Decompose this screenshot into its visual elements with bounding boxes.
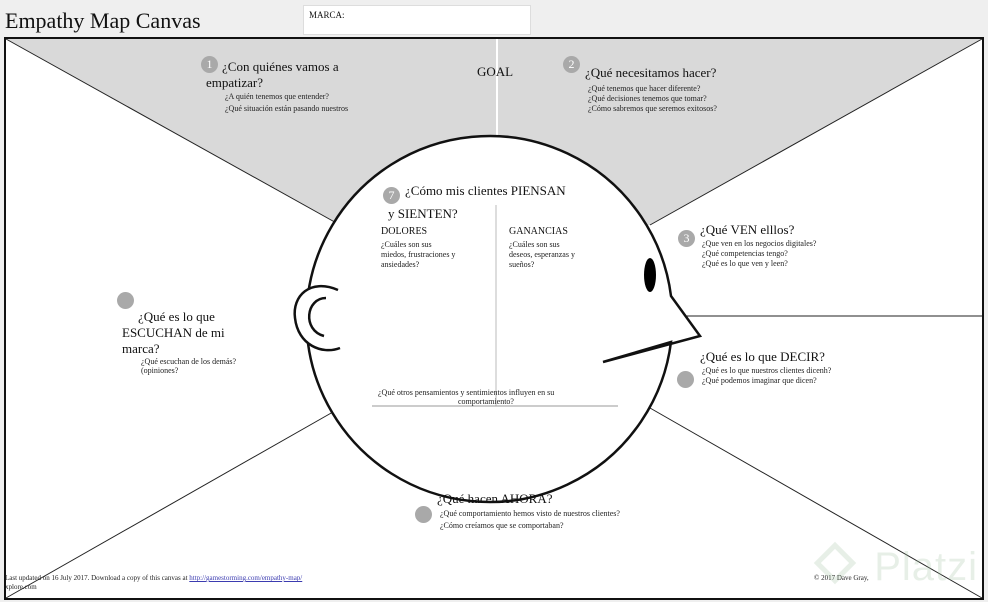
do-now-question: ¿Qué hacen AHORA?: [437, 491, 553, 506]
do-now-sub-1: ¿Qué comportamiento hemos visto de nuestros clientes?: [440, 509, 620, 518]
do-now-badge: [415, 506, 432, 523]
gains-title: GANANCIAS: [509, 226, 568, 237]
platzi-logo: Platzi: [874, 545, 978, 589]
see-question: ¿Qué VEN elllos?: [700, 222, 795, 237]
do-sub-2: ¿Qué decisiones tenemos que tomar?: [588, 94, 707, 103]
hear-question-2: ESCUCHAN de mi: [122, 325, 225, 340]
who-sub-2: ¿Qué situación están pasando nuestros: [225, 104, 349, 113]
do-sub-1: ¿Qué tenemos que hacer diferente?: [588, 84, 701, 93]
eye: [644, 258, 656, 292]
who-sub-1: ¿A quién tenemos que entender?: [225, 92, 329, 101]
footer-copyright: © 2017 Dave Gray,: [814, 574, 869, 582]
do-now-sub-2: ¿Cómo creíamos que se comportaban?: [440, 521, 564, 530]
step-2-badge: 2: [563, 56, 580, 73]
footer-updated: [5, 574, 302, 582]
who-question-1: ¿Con quiénes vamos a: [222, 59, 339, 74]
do-question: ¿Qué necesitamos hacer?: [585, 65, 717, 80]
say-sub-2: ¿Qué podemos imaginar que dicen?: [702, 376, 817, 385]
step-7-badge: 7: [383, 187, 400, 204]
pains-sub-2: miedos, frustraciones y: [381, 250, 456, 259]
pains-sub-3: ansiedades?: [381, 260, 420, 269]
do-sub-3: ¿Cómo sabremos que seremos exitosos?: [588, 104, 717, 113]
brand-label: MARCA:: [309, 10, 345, 20]
hear-sub-1: ¿Qué escuchan de los demás?: [141, 357, 237, 366]
footer-cont: xplore.com: [5, 583, 37, 591]
gains-sub-1: ¿Cuáles son sus: [509, 240, 560, 249]
think-question-1: ¿Cómo mis clientes PIENSAN: [405, 183, 566, 198]
step-3-badge: 3: [678, 230, 695, 247]
hear-sub-2: (opiniones?: [141, 366, 179, 375]
who-question-2: empatizar?: [206, 75, 264, 90]
thoughts-sub-2: comportamiento?: [458, 397, 514, 406]
say-sub-1: ¿Qué es lo que nuestros clientes dicenh?: [702, 366, 832, 375]
see-sub-2: ¿Qué competencias tengo?: [702, 249, 788, 258]
see-sub-3: ¿Qué es lo que ven y leen?: [702, 259, 788, 268]
hear-question-1: ¿Qué es lo que: [138, 309, 215, 324]
pains-title: DOLORES: [381, 226, 428, 237]
thoughts-sub-1: ¿Qué otros pensamientos y sentimientos influyen en su: [378, 388, 555, 397]
say-question: ¿Qué es lo que DECIR?: [700, 349, 825, 364]
gains-sub-3: sueños?: [509, 260, 535, 269]
footer-updated-text: Last updated on 16 July 2017. Download a copy of this canvas at: [5, 574, 188, 582]
say-badge: [677, 371, 694, 388]
page-title: Empathy Map Canvas: [5, 8, 201, 33]
gains-sub-2: deseos, esperanzas y: [509, 250, 575, 259]
step-1-badge: 1: [201, 56, 218, 73]
think-question-2: y SIENTEN?: [388, 206, 458, 221]
see-sub-1: ¿Que ven en los negocios digitales?: [702, 239, 817, 248]
goal-label: GOAL: [477, 64, 514, 79]
hear-question-3: marca?: [122, 341, 160, 356]
hear-badge: [117, 292, 134, 309]
footer-url-link[interactable]: http://gamestorming.com/empathy-map/: [189, 574, 303, 582]
pains-sub-1: ¿Cuáles son sus: [381, 240, 432, 249]
